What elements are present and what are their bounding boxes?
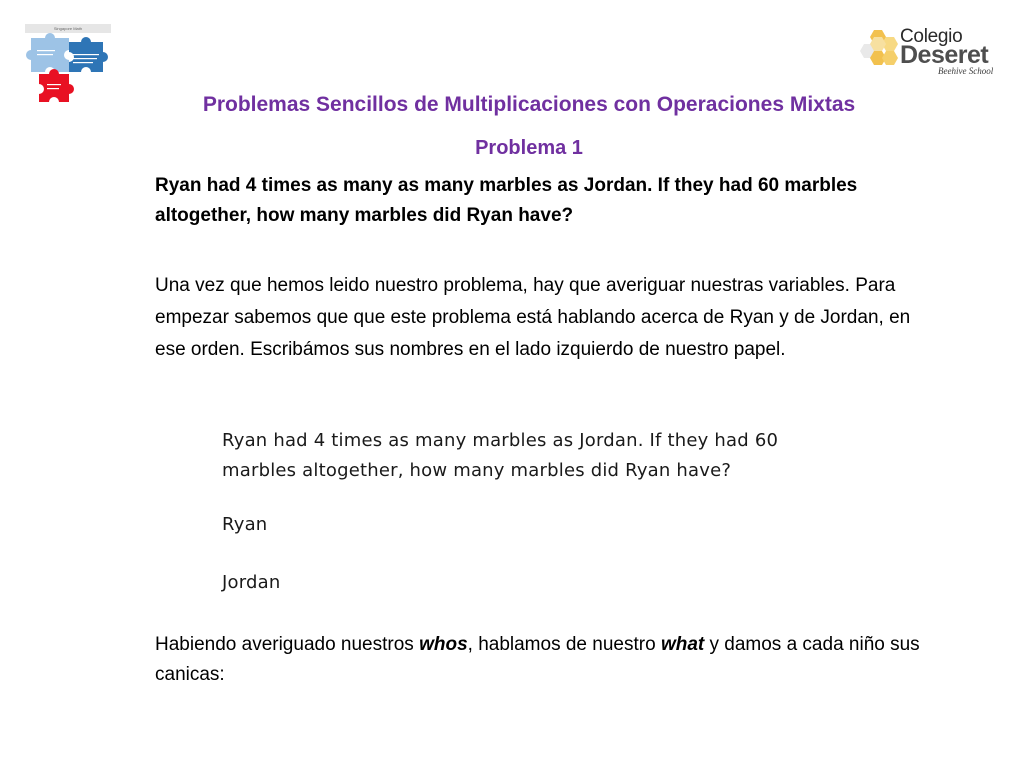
school-logo-line2: Deseret	[900, 41, 989, 69]
handwritten-line: marbles altogether, how many marbles did Ryan have?	[222, 460, 732, 481]
handwritten-notes	[222, 424, 862, 604]
emphasis-what: what	[660, 634, 705, 655]
explanation-paragraph: Una vez que hemos leido nuestro problema, hay que averiguar nuestras variables. Para empezar sabemos que que este problema está hablando acerca de Ryan y de Jordan, en ese orden. Escribámos sus nombres en el lado izquierdo de nuestro papel.	[155, 275, 911, 360]
emphasis-whos: whos	[419, 634, 468, 655]
honeycomb-icon	[860, 28, 904, 72]
closing-text: , hablamos de nuestro	[467, 634, 661, 655]
problem-statement: Ryan had 4 times as many as many marbles as Jordan. If they had 60 marbles altogether, how many marbles did Ryan have?	[155, 175, 858, 226]
handwritten-name-jordan: Jordan	[222, 572, 281, 593]
school-logo-tagline: Beehive School	[938, 66, 994, 76]
closing-text: Habiendo averiguado nuestros	[155, 634, 420, 655]
handwritten-line: Ryan had 4 times as many marbles as Jordan. If they had 60	[222, 430, 779, 451]
page-title: Problemas Sencillos de Multiplicaciones con Operaciones Mixtas	[202, 93, 856, 116]
school-logo	[860, 26, 1000, 82]
problem-heading: Problema 1	[475, 137, 583, 159]
handwritten-name-ryan: Ryan	[222, 514, 268, 535]
puzzle-logo-caption: Singapore Math	[25, 24, 111, 33]
closing-paragraph	[155, 630, 955, 690]
closing-text: y damos a cada niño sus canicas:	[155, 634, 920, 685]
school-logo-line1: Colegio	[900, 26, 963, 47]
